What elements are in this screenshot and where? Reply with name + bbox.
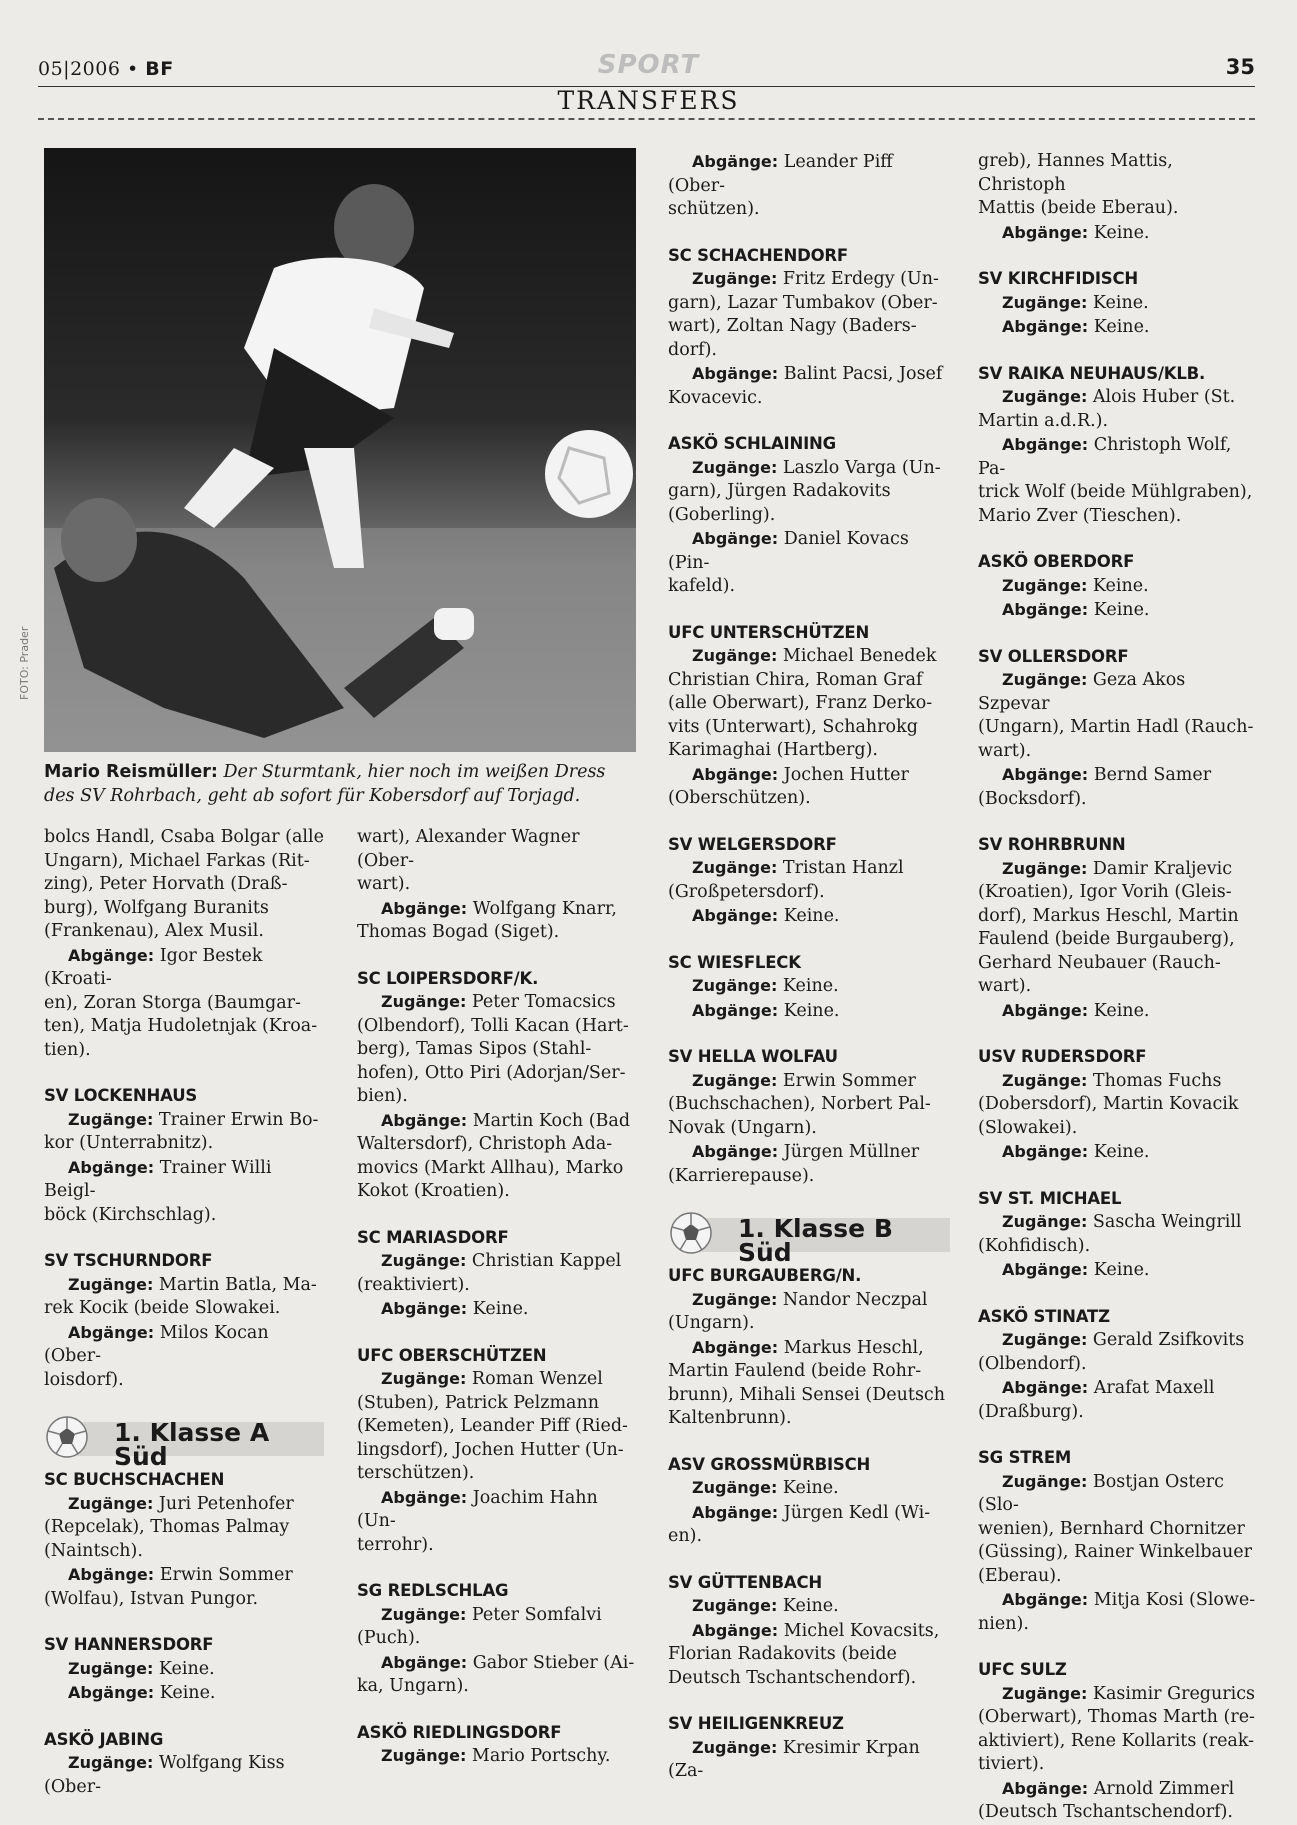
text-line: Milos Kocan (Ober-	[44, 1322, 269, 1366]
text-line: (Olbendorf).	[978, 1353, 1087, 1374]
text-line: Alois Huber (St.	[1087, 387, 1236, 407]
text-line: wart).	[357, 874, 411, 894]
zugaenge-label: Zugänge:	[381, 1746, 467, 1765]
text-line: Roman Wenzel	[466, 1369, 603, 1389]
club-entry	[978, 1045, 1262, 1165]
abgaenge-label: Abgänge:	[1002, 600, 1089, 619]
club-entry	[44, 1084, 324, 1227]
text-line: ka, Ungarn).	[357, 1676, 469, 1696]
abgaenge-label: Abgänge:	[381, 1652, 468, 1672]
text-line: Keine.	[1087, 575, 1149, 596]
text-line: (Großpetersdorf).	[668, 881, 825, 902]
text-line: (Karrierepause).	[668, 1165, 815, 1186]
column-1	[44, 826, 324, 1799]
text-line: garn), Jürgen Radakovits	[668, 481, 891, 501]
text-line: lingsdorf), Jochen Hutter (Un-	[357, 1439, 624, 1460]
zugaenge-label: Zugänge:	[68, 1109, 154, 1129]
publication-name: BF	[145, 58, 174, 80]
text-line: garn), Lazar Tumbakov (Ober-	[668, 292, 938, 313]
abgaenge-label: Abgänge:	[1002, 765, 1089, 784]
club-title: SV OLLERSDORF	[978, 646, 1129, 666]
zugaenge-label: Zugänge:	[1002, 292, 1088, 312]
text-line: Kaltenbrunn).	[668, 1408, 792, 1428]
abgaenge-label: Abgänge:	[692, 364, 779, 383]
club-title: USV RUDERSDORF	[978, 1047, 1147, 1066]
text-line: Michel Kovacsits,	[778, 1620, 940, 1641]
club-entry	[668, 951, 950, 1024]
text-line: (Dobersdorf), Martin Kovacik	[978, 1094, 1239, 1114]
abgaenge-label: Abgänge:	[68, 1565, 155, 1584]
soccer-ball-icon	[44, 1414, 90, 1460]
zugaenge-label: Zugänge:	[692, 457, 778, 477]
text-line: Kresimir Krpan (Za-	[668, 1737, 920, 1781]
column-3	[668, 150, 950, 1784]
club-title: SV RAIKA NEUHAUS/KLB.	[978, 363, 1206, 383]
text-line: (Wolfau), Istvan Pungor.	[44, 1588, 259, 1609]
club-title: SV ST. MICHAEL	[978, 1188, 1122, 1208]
caption-name: Mario Reismüller:	[44, 762, 218, 782]
club-title: ASKÖ OBERDORF	[978, 552, 1135, 571]
text-line: Bostjan Osterc (Slo-	[978, 1471, 1224, 1515]
club-title: SV HANNERSDORF	[44, 1635, 214, 1654]
text-line: Kovacevic.	[668, 387, 763, 408]
text-line: Keine.	[1087, 292, 1149, 313]
text-line: terschützen).	[357, 1463, 475, 1483]
abgaenge-label: Abgänge:	[1002, 222, 1089, 242]
text-line: Jürgen Müllner	[778, 1142, 920, 1162]
text-line: (Goberling).	[668, 504, 776, 525]
text-line: Tristan Hanzl	[777, 858, 904, 878]
text-line: Wolfgang Knarr,	[467, 898, 617, 919]
text-line: (alle Oberwart), Franz Derko-	[668, 693, 933, 713]
text-line: Kasimir Gregurics	[1087, 1683, 1256, 1704]
zugaenge-label: Zugänge:	[1002, 1212, 1088, 1231]
issue-date: 05|2006	[38, 58, 121, 80]
abgaenge-label: Abgänge:	[68, 1157, 155, 1177]
abgaenge-label: Abgänge:	[692, 1502, 779, 1522]
text-line: Faulend (beide Burgauberg),	[978, 929, 1235, 949]
text-line: bien).	[357, 1086, 408, 1106]
text-line: Nandor Neczpal	[777, 1289, 928, 1310]
zugaenge-label: Zugänge:	[1002, 387, 1088, 406]
text-line: Kokot (Kroatien).	[357, 1181, 510, 1201]
text-line: Erwin Sommer	[154, 1565, 293, 1585]
text-line: tiviert).	[978, 1754, 1045, 1774]
text-line: Christoph Wolf, Pa-	[978, 435, 1232, 479]
abgaenge-label: Abgänge:	[692, 906, 779, 925]
text-line: Keine.	[467, 1299, 529, 1319]
club-title: SV WELGERSDORF	[668, 834, 837, 854]
text-line: (Buchschachen), Norbert Pal-	[668, 1094, 931, 1114]
abgaenge-label: Abgänge:	[1002, 1000, 1089, 1020]
text-line: zing), Peter Horvath (Draß-	[44, 874, 288, 894]
club-entry	[978, 1446, 1262, 1636]
text-line: Keine.	[1088, 1000, 1150, 1021]
text-line: (Kroatien), Igor Vorih (Gleis-	[978, 882, 1232, 902]
club-entry	[668, 833, 950, 929]
club-entry	[668, 1264, 950, 1431]
abgaenge-label: Abgänge:	[68, 945, 155, 965]
zugaenge-label: Zugänge:	[68, 1658, 154, 1678]
text-line: (Naintsch).	[44, 1540, 143, 1561]
text-line: Christian Chira, Roman Graf	[668, 669, 923, 690]
club-title: SV KIRCHFIDISCH	[978, 269, 1138, 288]
club-entry	[357, 1579, 639, 1699]
subsection-title: TRANSFERS	[557, 86, 740, 115]
text-line: Peter Tomacsics	[466, 992, 616, 1012]
zugaenge-label: Zugänge:	[1002, 670, 1088, 689]
text-line: Karimaghai (Hartberg).	[668, 740, 878, 760]
abgaenge-label: Abgänge:	[692, 1142, 779, 1161]
text-line: Arnold Zimmerl	[1088, 1778, 1235, 1799]
text-line: (Güssing), Rainer Winkelbauer	[978, 1542, 1252, 1562]
club-entry	[44, 1633, 324, 1706]
zugaenge-label: Zugänge:	[692, 976, 778, 995]
text-line: wenien), Bernhard Chornitzer	[978, 1518, 1245, 1539]
club-entry	[668, 1712, 950, 1784]
club-entry	[668, 1453, 950, 1549]
text-line: Keine.	[777, 976, 839, 996]
abgaenge-label: Abgänge:	[1002, 1142, 1089, 1161]
text-line: Christian Kappel	[466, 1251, 622, 1271]
text-line: Michael Benedek	[777, 646, 937, 666]
zugaenge-label: Zugänge:	[68, 1274, 154, 1294]
text-line: Martin Faulend (beide Rohr-	[668, 1361, 922, 1381]
zugaenge-label: Zugänge:	[692, 1478, 778, 1497]
text-line: Bernd Samer	[1088, 765, 1212, 785]
text-line: Mario Portschy.	[466, 1746, 611, 1766]
text-line: tien).	[44, 1039, 91, 1060]
text-line: loisdorf).	[44, 1369, 124, 1390]
text-line: rek Kocik (beide Slowakei.	[44, 1298, 281, 1318]
photo-credit: FOTO: Prader	[18, 626, 31, 700]
club-title: SG REDLSCHLAG	[357, 1581, 509, 1600]
club-entry	[978, 1187, 1262, 1283]
section-title: SPORT	[597, 50, 700, 80]
text-line: wart).	[978, 976, 1032, 996]
club-entry	[44, 1728, 324, 1800]
zugaenge-label: Zugänge:	[692, 858, 778, 877]
league-heading	[44, 1414, 324, 1471]
abgaenge-label: Abgänge:	[1002, 435, 1089, 454]
text-line: Peter Somfalvi	[466, 1604, 602, 1625]
text-line: wart), Zoltan Nagy (Baders-	[668, 316, 917, 336]
zugaenge-label: Zugänge:	[692, 1070, 778, 1090]
club-title: ASV GROSSMÜRBISCH	[668, 1454, 871, 1474]
abgaenge-label: Abgänge:	[1002, 1260, 1089, 1279]
text-line: Wolfgang Kiss (Ober-	[44, 1753, 285, 1797]
match-photo	[44, 148, 636, 752]
caption-text: Der Sturmtank, hier noch im weißen Dress des SV Rohrbach, geht ab sofort für Kobersdorf auf Torjagd.	[44, 762, 606, 806]
text-line: Keine.	[154, 1683, 216, 1703]
text-line: en).	[668, 1526, 703, 1546]
text-line: greb), Hannes Mattis, Christoph	[978, 151, 1173, 195]
page-number: 35	[1225, 55, 1255, 79]
club-title: UFC BURGAUBERG/N.	[668, 1266, 862, 1285]
text-line: Gabor Stieber (Ai-	[467, 1652, 635, 1673]
text-line: aktiviert), Rene Kollarits (reak-	[978, 1730, 1255, 1751]
zugaenge-label: Zugänge:	[692, 269, 778, 288]
text-line: kafeld).	[668, 576, 736, 596]
text-line: Gerhard Neubauer (Rauch-	[978, 952, 1221, 973]
abgaenge-label: Abgänge:	[381, 1110, 468, 1130]
text-line: Erwin Sommer	[777, 1070, 916, 1091]
text-line: Ungarn), Michael Farkas (Rit-	[44, 850, 310, 871]
text-line: (reaktiviert).	[357, 1274, 470, 1295]
club-title: SC MARIASDORF	[357, 1227, 509, 1247]
text-line: Damir Kraljevic	[1087, 858, 1233, 879]
league-title: 1. Klasse B Süd	[738, 1214, 893, 1267]
text-line: Leander Piff (Ober-	[668, 152, 893, 196]
zugaenge-label: Zugänge:	[1002, 1471, 1088, 1491]
text-line: Mattis (beide Eberau).	[978, 198, 1179, 218]
text-line: (Deutsch Tschantschendorf).	[978, 1802, 1233, 1822]
text-line: Daniel Kovacs (Pin-	[668, 529, 909, 573]
text-line: (Eberau).	[978, 1565, 1062, 1586]
abgaenge-label: Abgänge:	[68, 1683, 155, 1702]
club-title: SV LOCKENHAUS	[44, 1086, 198, 1105]
text-line: böck (Kirchschlag).	[44, 1204, 217, 1225]
text-line: Martin Batla, Ma-	[153, 1274, 317, 1295]
text-line: burg), Wolfgang Buranits	[44, 897, 269, 918]
text-line: Keine.	[153, 1658, 215, 1679]
text-line: (Puch).	[357, 1628, 421, 1648]
club-entry	[44, 1468, 324, 1611]
club-title: ASKÖ RIEDLINGSDORF	[357, 1722, 562, 1742]
text-line: (Repcelak), Thomas Palmay	[44, 1517, 290, 1537]
text-line: Keine.	[777, 1596, 839, 1616]
text-line: terrohr).	[357, 1534, 434, 1555]
club-title: SC BUCHSCHACHEN	[44, 1470, 225, 1489]
zugaenge-label: Zugänge:	[68, 1493, 154, 1513]
text-line: vits (Unterwart), Schahrokg	[668, 716, 918, 737]
club-title: UFC UNTERSCHÜTZEN	[668, 622, 870, 642]
text-line: en), Zoran Storga (Baumgar-	[44, 992, 301, 1013]
club-entry	[978, 1305, 1262, 1425]
text-line: Keine.	[1088, 600, 1150, 620]
text-line: (Slowakei).	[978, 1117, 1078, 1138]
text-line: (Kemeten), Leander Piff (Ried-	[357, 1416, 628, 1436]
text-line: wart), Alexander Wagner (Ober-	[357, 827, 580, 871]
text-line: Martin a.d.R.).	[978, 410, 1109, 431]
club-entry	[978, 267, 1262, 340]
text-line: Florian Radakovits (beide	[668, 1644, 897, 1664]
club-title: SC SCHACHENDORF	[668, 245, 849, 265]
text-line: Juri Petenhofer	[153, 1493, 294, 1514]
text-line: (Kohfidisch).	[978, 1235, 1091, 1256]
text-line: Markus Heschl,	[778, 1337, 924, 1358]
zugaenge-label: Zugänge:	[692, 1737, 778, 1757]
text-line: Novak (Ungarn).	[668, 1117, 817, 1138]
zugaenge-label: Zugänge:	[381, 1251, 467, 1270]
abgaenge-label: Abgänge:	[381, 898, 468, 918]
abgaenge-label: Abgänge:	[1002, 1778, 1089, 1798]
abgaenge-label: Abgänge:	[1002, 1378, 1089, 1397]
text-line: Martin Koch (Bad	[467, 1110, 631, 1131]
text-line: Keine.	[778, 906, 840, 926]
league-heading	[668, 1210, 950, 1267]
club-title: ASKÖ JABING	[44, 1729, 164, 1749]
text-line: Mitja Kosi (Slowe-	[1088, 1590, 1256, 1610]
zugaenge-label: Zugänge:	[692, 646, 778, 665]
abgaenge-label: Abgänge:	[692, 529, 779, 548]
text-line: (Olbendorf), Tolli Kacan (Hart-	[357, 1015, 629, 1036]
text-line: nien).	[978, 1613, 1029, 1634]
text-line: movics (Markt Allhau), Marko	[357, 1157, 624, 1178]
club-entry	[668, 244, 950, 411]
text-line: Keine.	[777, 1478, 839, 1498]
text-line: schützen).	[668, 199, 760, 219]
text-line: (Ungarn).	[668, 1313, 755, 1333]
text-line: (Oberschützen).	[668, 788, 811, 808]
text-line: Gerald Zsifkovits	[1087, 1330, 1245, 1350]
abgaenge-label: Abgänge:	[381, 1487, 468, 1507]
club-title: SG STREM	[978, 1448, 1072, 1467]
photo-caption	[44, 760, 636, 808]
club-title: SC WIESFLECK	[668, 952, 801, 972]
club-entry	[357, 1721, 639, 1769]
text-line: (Bocksdorf).	[978, 788, 1087, 809]
text-line: Jürgen Kedl (Wi-	[778, 1502, 931, 1523]
text-line: Balint Pacsi, Josef	[778, 364, 943, 384]
zugaenge-label: Zugänge:	[692, 1289, 778, 1309]
zugaenge-label: Zugänge:	[1002, 1683, 1088, 1703]
text-line: Sascha Weingrill	[1087, 1212, 1242, 1232]
club-entry	[978, 550, 1262, 623]
issue-bullet: •	[126, 58, 139, 80]
club-title: ASKÖ STINATZ	[978, 1306, 1110, 1326]
club-entry	[978, 645, 1262, 812]
text-line: Thomas Fuchs	[1087, 1070, 1222, 1091]
club-entry	[978, 362, 1262, 529]
zugaenge-label: Zugänge:	[68, 1753, 154, 1772]
text-line: (Ungarn), Martin Hadl (Rauch-	[978, 717, 1254, 737]
text-line: (Frankenau), Alex Musil.	[44, 921, 264, 941]
text-line: Mario Zver (Tieschen).	[978, 505, 1182, 526]
soccer-ball-icon	[668, 1210, 714, 1256]
text-line: Laszlo Varga (Un-	[777, 457, 941, 478]
club-title: UFC SULZ	[978, 1660, 1067, 1679]
text-line: (Draßburg).	[978, 1401, 1084, 1422]
text-line: Keine.	[1088, 1260, 1150, 1280]
text-line: Geza Akos Szpevar	[978, 670, 1186, 714]
abgaenge-label: Abgänge:	[68, 1322, 155, 1342]
text-line: dorf).	[668, 339, 717, 360]
club-title: SV TSCHURNDORF	[44, 1251, 213, 1270]
text-line: Keine.	[1088, 317, 1150, 337]
header-dashed-rule	[38, 118, 1255, 120]
text-line: Fritz Erdegy (Un-	[777, 269, 939, 289]
text-line: Thomas Bogad (Siget).	[357, 922, 560, 942]
zugaenge-label: Zugänge:	[692, 1596, 778, 1615]
club-entry	[668, 1571, 950, 1691]
text-line: hofen), Otto Piri (Adorjan/Ser-	[357, 1062, 626, 1083]
text-line: Keine.	[1088, 1142, 1150, 1162]
text-line: trick Wolf (beide Mühlgraben),	[978, 482, 1253, 502]
abgaenge-label: Abgänge:	[692, 1000, 779, 1020]
abgaenge-label: Abgänge:	[381, 1299, 468, 1318]
abgaenge-label: Abgänge:	[692, 152, 779, 171]
abgaenge-label: Abgänge:	[1002, 1590, 1089, 1609]
zugaenge-label: Zugänge:	[1002, 858, 1088, 878]
zugaenge-label: Zugänge:	[1002, 575, 1088, 595]
text-line: bolcs Handl, Csaba Bolgar (alle	[44, 827, 324, 847]
club-entry	[357, 967, 639, 1204]
club-title: ASKÖ SCHLAINING	[668, 434, 836, 453]
text-line: Keine.	[1088, 222, 1150, 243]
club-title: SV HEILIGENKREUZ	[668, 1714, 844, 1733]
text-line: brunn), Mihali Sensei (Deutsch	[668, 1384, 945, 1405]
league-title: 1. Klasse A Süd	[114, 1418, 270, 1471]
zugaenge-label: Zugänge:	[381, 1604, 467, 1624]
club-entry	[357, 1344, 639, 1558]
text-line: berg), Tamas Sipos (Stahl-	[357, 1039, 592, 1059]
club-entry	[668, 1045, 950, 1188]
text-line: Jochen Hutter	[778, 764, 909, 785]
club-title: SC LOIPERSDORF/K.	[357, 968, 539, 988]
text-line: Arafat Maxell	[1088, 1378, 1215, 1398]
text-line: Waltersdorf), Christoph Ada-	[357, 1134, 613, 1154]
club-entry	[668, 432, 950, 599]
text-line: ten), Matja Hudoletnjak (Kroa-	[44, 1016, 318, 1036]
abgaenge-label: Abgänge:	[692, 764, 779, 784]
abgaenge-label: Abgänge:	[692, 1337, 779, 1357]
club-entry	[357, 1226, 639, 1322]
column-2	[357, 826, 639, 1769]
zugaenge-label: Zugänge:	[1002, 1070, 1088, 1090]
text-line: Joachim Hahn (Un-	[357, 1487, 598, 1531]
text-line: Igor Bestek (Kroati-	[44, 945, 263, 989]
abgaenge-label: Abgänge:	[692, 1620, 779, 1640]
text-line: wart).	[978, 740, 1032, 761]
club-title: UFC OBERSCHÜTZEN	[357, 1345, 547, 1365]
club-title: SV HELLA WOLFAU	[668, 1047, 838, 1066]
text-line: (Stuben), Patrick Pelzmann	[357, 1392, 600, 1413]
column-4	[978, 150, 1262, 1825]
text-line: Trainer Erwin Bo-	[153, 1109, 319, 1130]
text-line: Keine.	[778, 1000, 840, 1021]
text-line: dorf), Markus Heschl, Martin	[978, 905, 1239, 926]
club-entry	[668, 621, 950, 811]
zugaenge-label: Zugänge:	[381, 1369, 467, 1388]
text-line: Deutsch Tschantschendorf).	[668, 1667, 917, 1688]
text-line: Trainer Willi Beigl-	[44, 1157, 272, 1201]
text-line: kor (Unterrabnitz).	[44, 1133, 214, 1153]
zugaenge-label: Zugänge:	[381, 992, 467, 1011]
club-title: SV GÜTTENBACH	[668, 1572, 822, 1592]
club-entry	[44, 1249, 324, 1392]
zugaenge-label: Zugänge:	[1002, 1330, 1088, 1349]
club-title: SV ROHRBRUNN	[978, 835, 1126, 854]
abgaenge-label: Abgänge:	[1002, 317, 1089, 336]
club-entry	[978, 833, 1262, 1023]
text-line: (Oberwart), Thomas Marth (re-	[978, 1707, 1255, 1727]
